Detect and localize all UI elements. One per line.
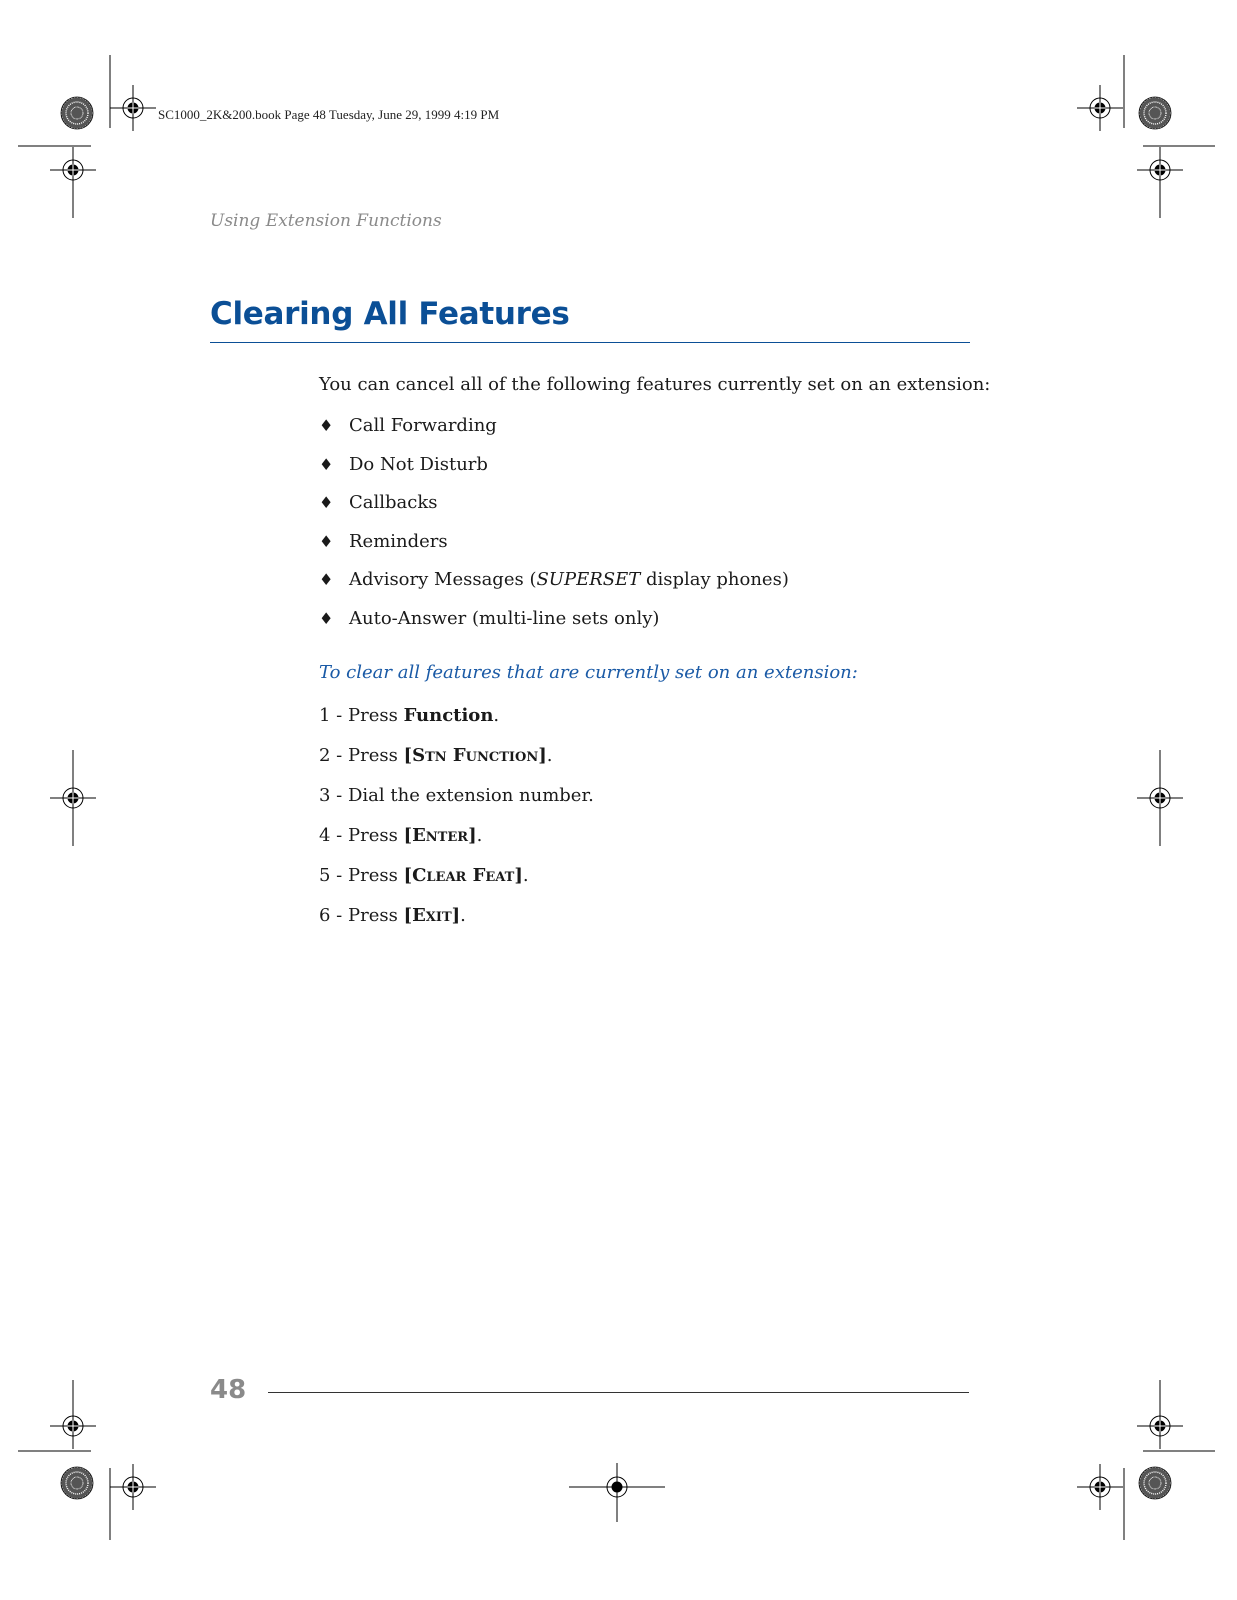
registration-mark xyxy=(50,147,96,193)
step-text-post: . xyxy=(460,905,466,926)
step-text-post: . xyxy=(546,745,553,766)
step-text: Press xyxy=(347,705,404,726)
color-star-mark xyxy=(1139,97,1171,129)
step-number: 6 - xyxy=(319,905,348,926)
step-key: [Exit] xyxy=(403,905,461,926)
registration-mark xyxy=(1137,775,1183,821)
running-header: Using Extension Functions xyxy=(210,211,442,231)
list-item-text: Reminders xyxy=(349,530,448,552)
color-star-mark xyxy=(61,97,93,129)
step-number: 3 - xyxy=(319,785,348,806)
registration-mark xyxy=(50,1403,96,1449)
step-text: Press xyxy=(347,825,404,846)
step-text-post: . xyxy=(493,705,500,726)
list-item xyxy=(319,569,789,608)
list-item-text-pre: Advisory Messages ( xyxy=(349,569,537,590)
diamond-bullet-icon: ♦ xyxy=(319,493,334,512)
page-number: 48 xyxy=(210,1375,247,1405)
diamond-bullet-icon: ♦ xyxy=(319,454,334,474)
step-text-post: . xyxy=(476,825,483,846)
step-number: 4 - xyxy=(319,825,348,846)
registration-mark xyxy=(110,85,156,131)
step-item xyxy=(319,905,594,945)
registration-mark xyxy=(1137,147,1183,193)
page-title: Clearing All Features xyxy=(210,296,570,332)
step-key: Function xyxy=(403,705,494,726)
file-slug: SC1000_2K&200.book Page 48 Tuesday, June 29, 1999 4:19 PM xyxy=(158,107,500,122)
step-text: Press xyxy=(347,905,404,926)
title-rule xyxy=(210,342,970,343)
list-item xyxy=(319,492,789,531)
registration-mark xyxy=(50,775,96,821)
step-item xyxy=(319,705,594,745)
color-star-mark xyxy=(1139,1467,1171,1499)
diamond-bullet-icon: ♦ xyxy=(319,416,334,435)
step-text: Press xyxy=(347,745,404,766)
footer-rule xyxy=(268,1392,969,1393)
feature-list xyxy=(319,415,789,646)
color-star-mark xyxy=(61,1467,93,1499)
list-item-text xyxy=(349,569,789,590)
step-item xyxy=(319,865,594,905)
diamond-bullet-icon: ♦ xyxy=(319,570,334,589)
step-item xyxy=(319,785,594,825)
step-number: 2 - xyxy=(319,745,348,766)
registration-mark xyxy=(110,1464,156,1510)
procedure-steps xyxy=(319,705,594,945)
step-text: Press xyxy=(347,865,404,886)
registration-mark xyxy=(1137,1403,1183,1449)
superset-term: SUPERSET xyxy=(536,569,641,590)
list-item-text: Do Not Disturb xyxy=(349,453,488,475)
step-text: Dial the extension number. xyxy=(347,785,594,806)
step-text-post: . xyxy=(522,865,529,886)
step-number: 1 - xyxy=(319,705,348,726)
step-key: [Enter] xyxy=(403,825,477,846)
registration-mark xyxy=(1077,1464,1123,1510)
list-item xyxy=(319,531,789,570)
list-item-text: Auto-Answer (multi-line sets only) xyxy=(349,607,660,629)
diamond-bullet-icon: ♦ xyxy=(319,531,334,551)
list-item xyxy=(319,415,789,454)
step-number: 5 - xyxy=(319,865,348,886)
step-key: [Stn Function] xyxy=(403,745,547,766)
intro-paragraph: You can cancel all of the following features currently set on an extension: xyxy=(319,374,991,395)
step-item xyxy=(319,825,594,865)
step-item xyxy=(319,745,594,785)
procedure-heading: To clear all features that are currently set on an extension: xyxy=(319,662,858,683)
list-item-text: Callbacks xyxy=(349,492,438,513)
list-item-text: Call Forwarding xyxy=(349,415,497,436)
step-key: [Clear Feat] xyxy=(403,865,523,886)
list-item xyxy=(319,608,789,647)
diamond-bullet-icon: ♦ xyxy=(319,608,334,628)
list-item xyxy=(319,454,789,493)
list-item-text-post: display phones) xyxy=(640,569,789,590)
registration-mark xyxy=(1077,85,1123,131)
